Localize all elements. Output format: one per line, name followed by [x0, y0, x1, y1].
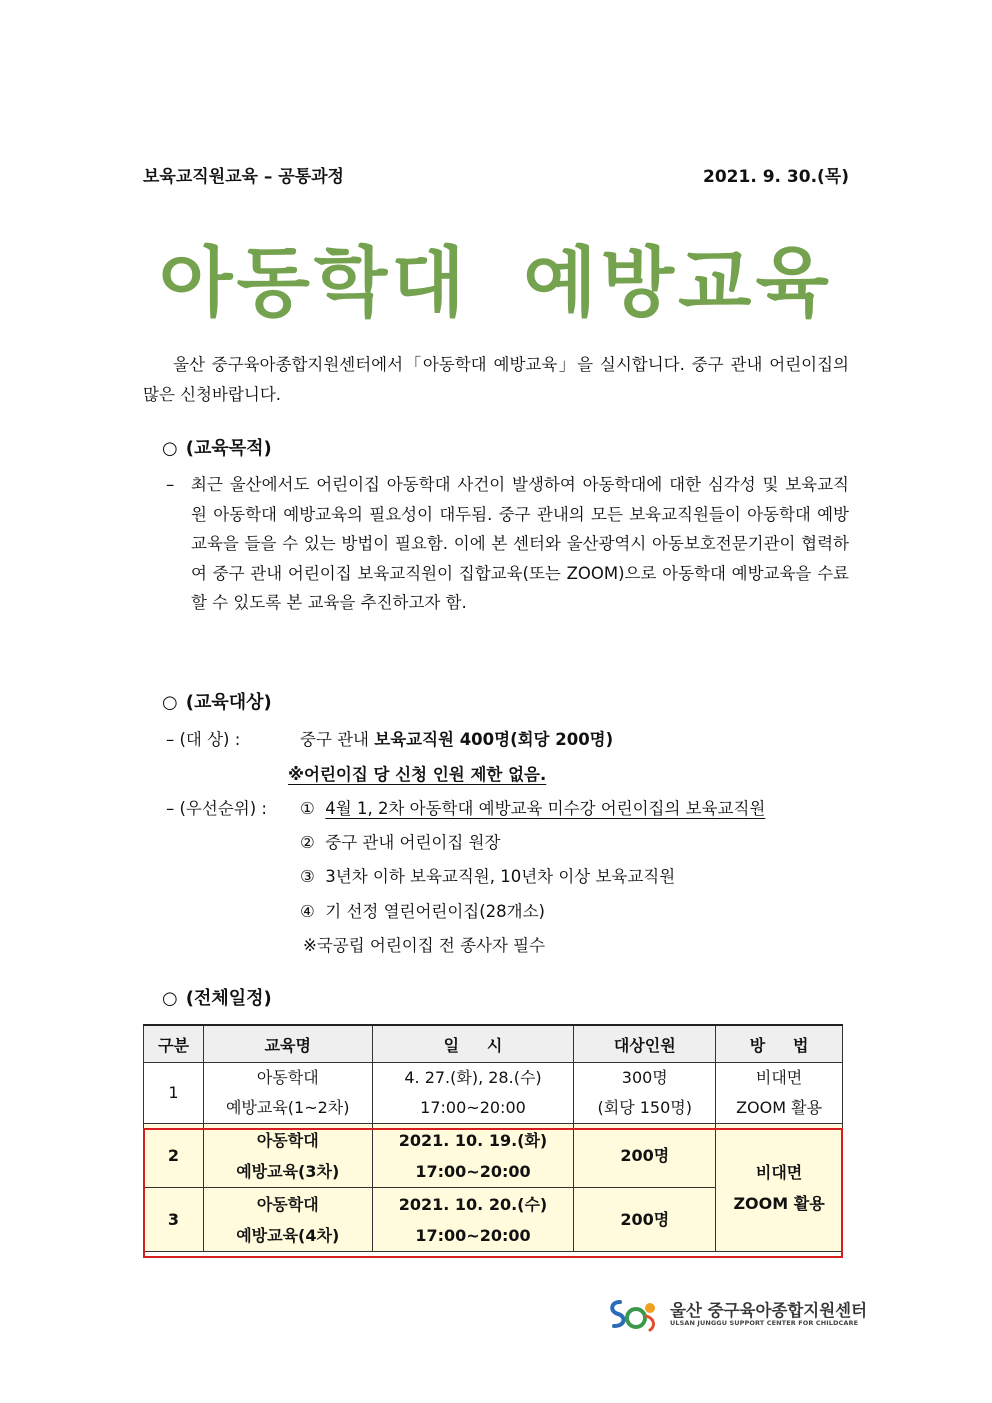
- capacity-cell: 300명 (회당 150명): [574, 1063, 716, 1124]
- target-value: 중구 관내 보육교직원 400명(회당 200명): [300, 730, 614, 749]
- section-heading-schedule: ○ (전체일정): [162, 988, 272, 1009]
- priority-item: ③ 3년차 이하 보육교직원, 10년차 이상 보육교직원: [300, 867, 676, 886]
- target-note: ※어린이집 당 신청 인원 제한 없음.: [288, 765, 547, 784]
- target-label: – (대 상) :: [166, 730, 241, 749]
- org-logo-mark-icon: [606, 1296, 662, 1332]
- section-heading-purpose: ○ (교육목적): [162, 438, 272, 459]
- org-subtitle: ULSAN JUNGGU SUPPORT CENTER FOR CHILDCARE: [670, 1319, 859, 1327]
- row-number: 1: [144, 1063, 204, 1124]
- purpose-text: 최근 울산에서도 어린이집 아동학대 사건이 발생하여 아동학대에 대한 심각성 및 보육교직원 아동학대 예방교육의 필요성이 대두됨. 중구 관내의 모든 보육교직원들이 아동학대 예방교육을 들을 수 있는 방법이 필요함. 이에 본 센터와 울산광역시 아동보호전문기관이 협력하여 중구 관내 어린이집 보육교직원이 집합교육(또는 ZOOM)으로 아동학대 예방교육을 수료할 수 있도록 본 교육을 추진하고자 함.: [191, 475, 849, 612]
- table-header-row: [144, 1025, 843, 1063]
- table-row: [144, 1063, 843, 1124]
- column-header: 대상인원: [574, 1025, 716, 1063]
- schedule-table: [143, 1024, 843, 1252]
- org-logo: [606, 1296, 868, 1332]
- priority-label: – (우선순위) :: [166, 799, 267, 818]
- course-category: 보육교직원교육 – 공통과정: [143, 167, 344, 187]
- circle-bullet-icon: ○: [162, 692, 178, 713]
- purpose-block: [166, 470, 849, 618]
- dash-bullet: –: [166, 475, 175, 494]
- datetime-cell: 2021. 10. 20.(수) 17:00~20:00: [372, 1188, 574, 1252]
- method-cell: 비대면 ZOOM 활용: [716, 1063, 843, 1124]
- intro-paragraph: 울산 중구육아종합지원센터에서「아동학대 예방교육」을 실시합니다. 중구 관내 어린이집의 많은 신청바랍니다.: [143, 355, 849, 404]
- section-heading-target: ○ (교육대상): [162, 692, 272, 713]
- priority-item: ② 중구 관내 어린이집 원장: [300, 833, 501, 852]
- datetime-cell: 2021. 10. 19.(화) 17:00~20:00: [372, 1124, 574, 1188]
- priority-item: ① 4월 1, 2차 아동학대 예방교육 미수강 어린이집의 보육교직원: [300, 799, 766, 818]
- main-title: 아동학대 예방교육: [159, 238, 833, 327]
- table-row: [144, 1124, 843, 1188]
- course-name-cell: 아동학대 예방교육(3차): [203, 1124, 372, 1188]
- course-name-cell: 아동학대 예방교육(4차): [203, 1188, 372, 1252]
- datetime-cell: 4. 27.(화), 28.(수) 17:00~20:00: [372, 1063, 574, 1124]
- capacity-cell: 200명: [574, 1124, 716, 1188]
- course-name-cell: 아동학대 예방교육(1~2차): [203, 1063, 372, 1124]
- org-name: 울산 중구육아종합지원센터: [670, 1301, 868, 1320]
- circle-bullet-icon: ○: [162, 988, 178, 1009]
- column-header: 구분: [144, 1025, 204, 1063]
- column-header: 일 시: [372, 1025, 574, 1063]
- row-number: 2: [144, 1124, 204, 1188]
- column-header: 교육명: [203, 1025, 372, 1063]
- capacity-cell: 200명: [574, 1188, 716, 1252]
- document-date: 2021. 9. 30.(목): [703, 167, 849, 187]
- priority-item: ④ 기 선정 열린어린이집(28개소): [300, 902, 545, 921]
- circle-bullet-icon: ○: [162, 438, 178, 459]
- method-merged-cell: 비대면 ZOOM 활용: [716, 1124, 843, 1252]
- row-number: 3: [144, 1188, 204, 1252]
- priority-note: ※국공립 어린이집 전 종사자 필수: [303, 936, 546, 955]
- column-header: 방 법: [716, 1025, 843, 1063]
